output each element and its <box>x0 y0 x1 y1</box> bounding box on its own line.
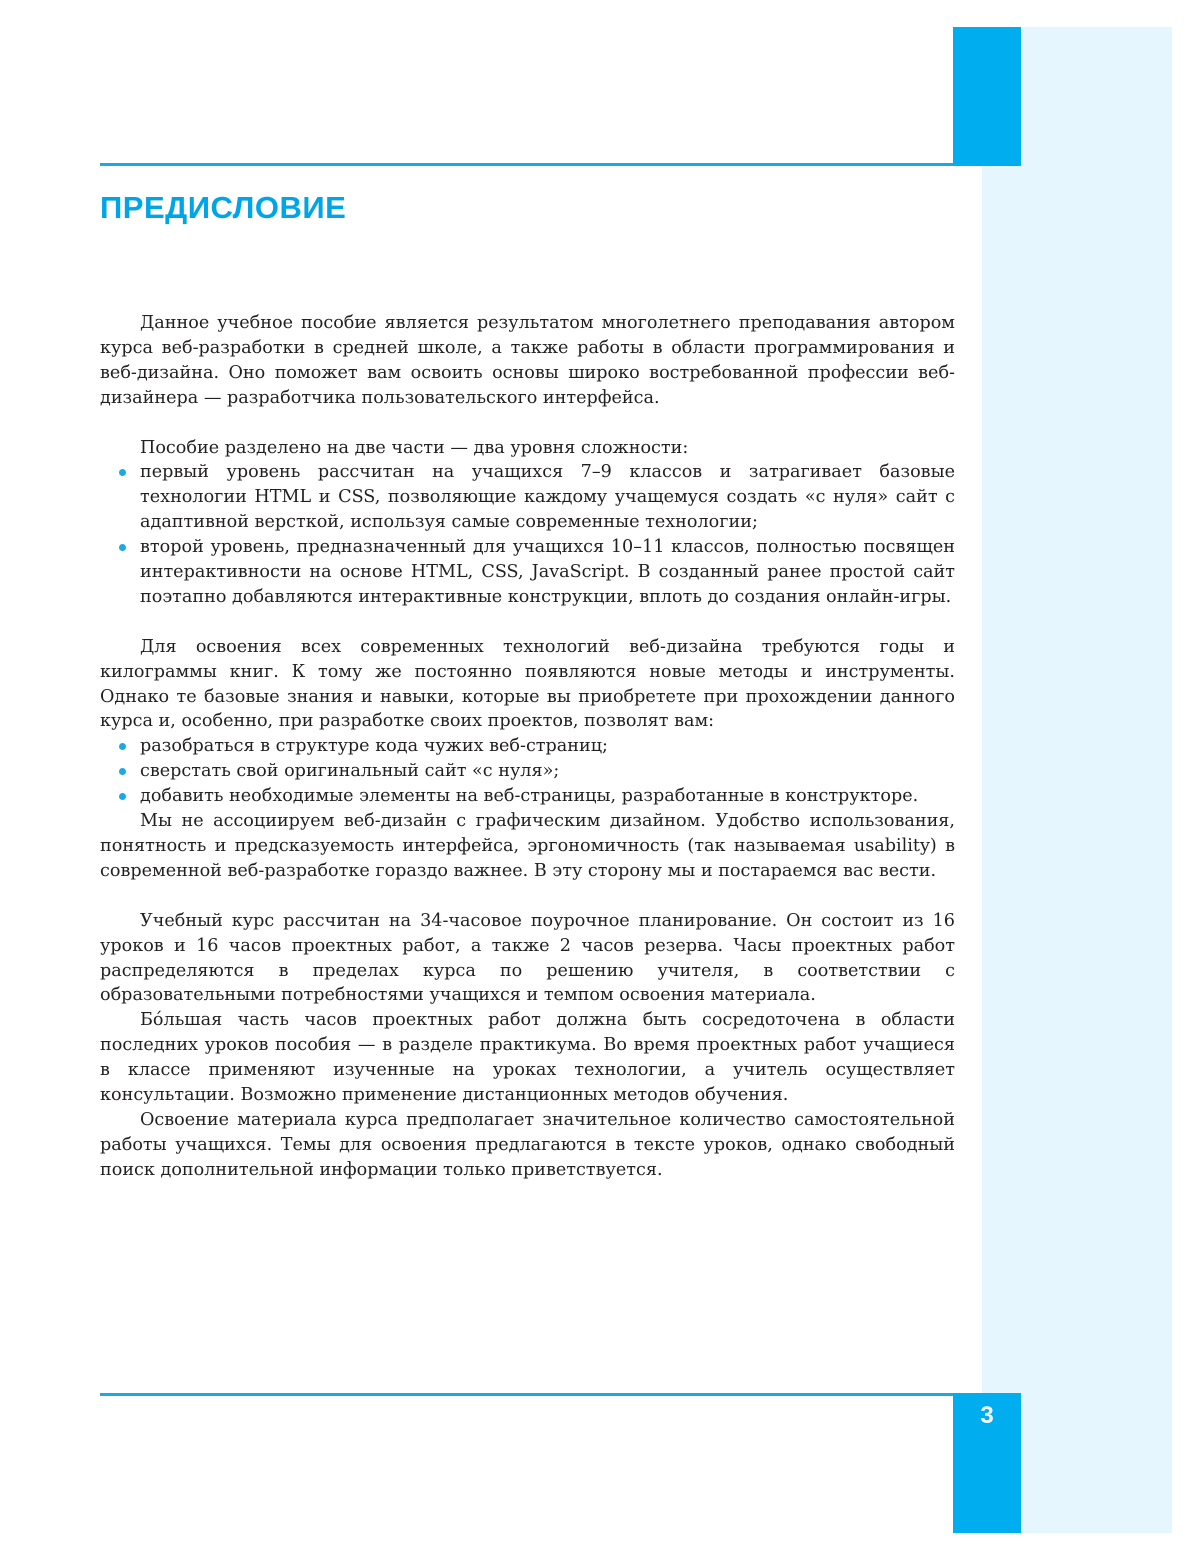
bullet-icon <box>119 544 126 551</box>
paragraph-course-plan: Учебный курс рассчитан на 34-часовое поурочное планирование. Он состоит из 16 уроков и 16 часов проектных работ, а также 2 часов резерва. Часы проектных работ распределяются в пределах курса по решению учителя, в соответствии с образовательными потребностями учащихся и темпом освоения материала. <box>100 910 955 1006</box>
levels-list <box>100 460 955 609</box>
page-number: 3 <box>980 1402 994 1429</box>
page-title: ПРЕДИСЛОВИЕ <box>100 190 347 225</box>
list-item: разобраться в структуре кода чужих веб-страниц; <box>100 734 955 759</box>
bullet-icon <box>119 768 126 775</box>
bullet-icon <box>119 469 126 476</box>
top-divider <box>100 163 953 166</box>
list-item: второй уровень, предназначенный для учащихся 10–11 классов, полностью посвящен интерактивности на основе HTML, CSS, JavaScript. В созданный ранее простой сайт поэтапно добавляются интерактивные конструкции, вплоть до создания онлайн-игры. <box>100 535 955 610</box>
body-text <box>100 311 955 1183</box>
side-panel-background <box>982 27 1172 1533</box>
bullet-icon <box>119 743 126 750</box>
paragraph-intro: Данное учебное пособие является результатом многолетнего преподавания автором курса веб-разработки в средней школе, а также работы в области программирования и веб-дизайна. Оно поможет вам освоить основы широко востребованной профессии веб-дизайнера — разработчика пользовательского интерфейса. <box>100 313 955 408</box>
paragraph-self-study: Освоение материала курса предполагает значительное количество самостоятельной работы учащихся. Темы для освоения предлагаются в тексте уроков, однако свободный поиск дополнительной информации только приветствуется. <box>100 1109 955 1180</box>
paragraph-usability: Мы не ассоциируем веб-дизайн с графическим дизайном. Удобство использования, понятность и предсказуемость интерфейса, эргономичность (так называемая usability) в современной веб-разработке гораздо важнее. В эту сторону мы и постараемся вас вести. <box>100 811 955 881</box>
bullet-icon <box>119 793 126 800</box>
skills-list <box>100 734 955 809</box>
paragraph-parts: Пособие разделено на две части — два уровня сложности: <box>140 437 689 458</box>
paragraph-projects: Бóльшая часть часов проектных работ должна быть сосредоточена в области последних уроков пособия — в разделе практикума. Во время проектных работ учащиеся в классе применяют изученные на уроках технологии, а учитель осуществляет консультации. Возможно применение дистанционных методов обучения. <box>100 1010 955 1106</box>
list-item: сверстать свой оригинальный сайт «с нуля»; <box>100 759 955 784</box>
list-item: первый уровень рассчитан на учащихся 7–9 классов и затрагивает базовые технологии HTML и CSS, позволяющие каждому учащемуся создать «с нуля» сайт с адаптивной версткой, используя самые современные технологии; <box>100 460 955 535</box>
bottom-divider <box>100 1393 953 1396</box>
top-color-tab <box>953 27 1021 166</box>
list-item: добавить необходимые элементы на веб-страницы, разработанные в конструкторе. <box>100 784 955 809</box>
paragraph-skills: Для освоения всех современных технологий веб-дизайна требуются годы и килограммы книг. К тому же постоянно появляются новые методы и инструменты. Однако те базовые знания и навыки, которые вы приобретете при прохождении данного курса и, особенно, при разработке своих проектов, позволят вам: <box>100 636 955 732</box>
